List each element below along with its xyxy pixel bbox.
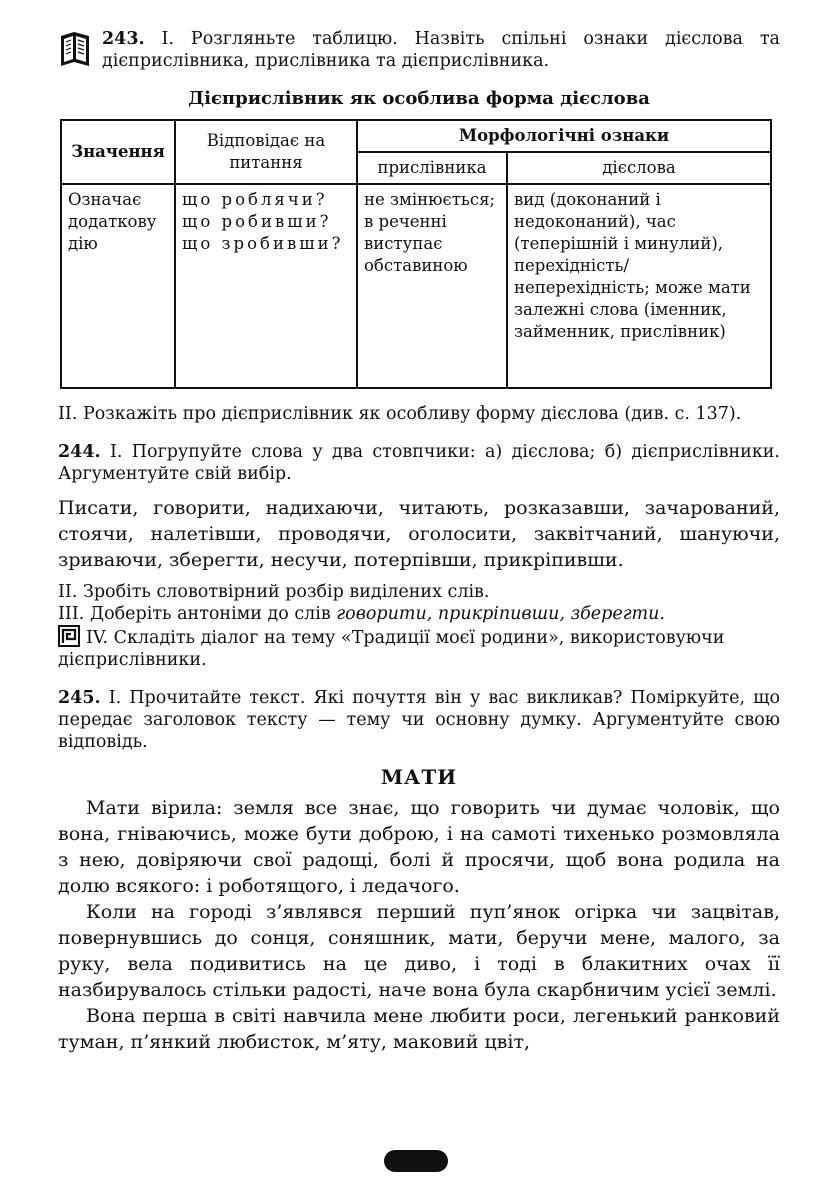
book-icon [58, 30, 92, 70]
story-paragraph-1: Мати вірила: земля все знає, що говорить чи думає чоловік, що вона, гніваючись, може бути доброю, і на самоті тихенько розмовляла з нею, довіряючи свої радощі, болі й просячи, щоб вона родила на долю всякого: і роботящого, і ледачого. [58, 797, 780, 897]
table-caption: Дієприслівник як особлива форма дієслова [188, 88, 650, 109]
exercise-243-task-1 [102, 28, 780, 72]
header-adverb: прислівника [357, 152, 507, 184]
story-paragraph-2: Коли на городі з’являвся перший пуп’янок огірка чи зацвітав, повернувшись до сонця, соняшник, мати, беручи мене, малого, за руку, вела подивитись на це диво, і тоді в блакитних очах її назбирувалось стільки радості, наче вона була скарбничим усієї землі. [58, 901, 780, 1001]
project-icon [58, 625, 80, 647]
task-text: І. Розгляньте таблицю. Назвіть спільні ознаки дієслова та дієприслівника, прислівника та дієприслівника. [102, 29, 780, 71]
cell-answers [175, 184, 357, 388]
answer-2: що робивши? [182, 212, 332, 231]
exercise-243-header [58, 28, 780, 72]
exercise-245-task-1 [58, 687, 780, 753]
header-meaning: Значення [61, 120, 175, 184]
task-text: III. Доберіть антоніми до слів [58, 604, 337, 624]
page-number-marker [384, 1150, 448, 1172]
exercise-243-task-2: II. Розкажіть про дієприслівник як особливу форму дієслова (див. с. 137). [58, 404, 742, 424]
answer-3: що зробивши? [182, 234, 344, 253]
exercise-number: 243. [102, 29, 145, 49]
answer-1: що роблячи? [182, 190, 328, 209]
header-verb: дієслова [507, 152, 771, 184]
task-text: І. Погрупуйте слова у два стовпчики: а) дієслова; б) дієприслівники. Аргументуйте свій вибір. [58, 442, 780, 484]
cell-meaning: Означає додаткову дію [61, 184, 175, 388]
textbook-page [58, 28, 780, 1055]
story-paragraph-3: Вона перша в світі навчила мене любити роси, легенький ранковий туман, п’янкий любисток, м’яту, маковий цвіт, [58, 1005, 780, 1053]
exercise-244-task-1 [58, 441, 780, 485]
cell-adverb: не змінюється; в реченні виступає обставиною [357, 184, 507, 388]
exercise-244-task-2: II. Зробіть словотвірний розбір виділених слів. [58, 582, 490, 602]
exercise-244-words: Писати, говорити, надихаючи, читають, розказавши, зачарований, стоячи, налетівши, проводячи, оголосити, заквітчаний, шануючи, зриваючи, зберегти, несучи, потерпівши, прикріпивши. [58, 497, 780, 571]
exercise-244-task-4 [58, 625, 780, 671]
antonym-words: говорити, прикріпивши, зберегти. [336, 604, 665, 624]
header-answers: Відповідає на питання [175, 120, 357, 184]
exercise-number: 244. [58, 442, 101, 462]
header-morphology: Морфологічні ознаки [357, 120, 771, 152]
exercise-number: 245. [58, 688, 101, 708]
task-text: І. Прочитайте текст. Які почуття він у вас викликав? Поміркуйте, що передає заголовок тексту — тему чи основну думку. Аргументуйте свою відповідь. [58, 688, 780, 752]
task-text: IV. Складіть діалог на тему «Традиції моєї родини», використовуючи дієприслівники. [58, 628, 725, 670]
participle-table [60, 119, 772, 389]
exercise-244-task-3 [58, 603, 780, 625]
cell-verb: вид (доконаний і недоконаний), час (теперішній і минулий), перехідність/неперехідність; може мати залежні слова (іменник, займенник, прислівник) [507, 184, 771, 388]
text-title: МАТИ [380, 765, 458, 789]
